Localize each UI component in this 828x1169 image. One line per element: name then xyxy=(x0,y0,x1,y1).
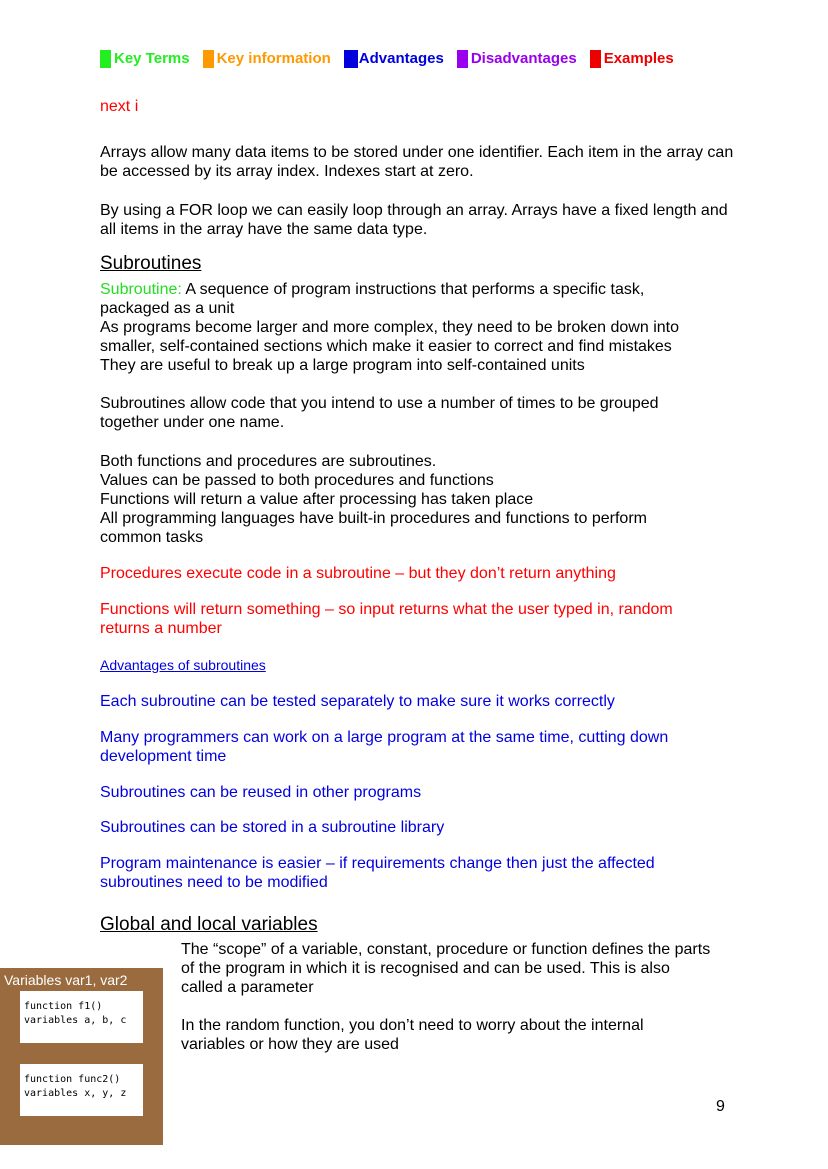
page-number: 9 xyxy=(716,1098,725,1115)
advantage-item: Many programmers can work on a large program at the same time, cutting down development time xyxy=(100,729,669,765)
advantages-of-subroutines-link[interactable]: Advantages of subroutines xyxy=(100,657,266,673)
subroutines-paragraph-3d: All programming languages have built-in procedures and functions to perform common tasks xyxy=(100,510,647,546)
global-variables-label: Variables var1, var2 xyxy=(4,972,128,988)
red-swatch-icon xyxy=(590,50,601,68)
subroutines-paragraph-3a: Both functions and procedures are subroutines. xyxy=(100,453,437,470)
global-local-heading: Global and local variables xyxy=(100,914,318,935)
advantage-item: Subroutines can be stored in a subroutine library xyxy=(100,819,445,836)
legend-disadvantages: Disadvantages xyxy=(457,49,577,68)
subroutines-paragraph-1a: As programs become larger and more complex, they need to be broken down into smaller, self-contained sections which make it easier to correct and find mistakes xyxy=(100,319,679,355)
purple-swatch-icon xyxy=(457,50,468,68)
arrays-paragraph-2: By using a FOR loop we can easily loop through an array. Arrays have a fixed length and all items in the array have the same data type. xyxy=(100,202,728,238)
key-term: Subroutine: xyxy=(100,281,182,298)
next-i-code: next i xyxy=(100,98,139,115)
subroutines-heading: Subroutines xyxy=(100,253,202,274)
variable-scope-diagram xyxy=(0,968,163,1145)
blue-swatch-icon xyxy=(344,50,358,68)
arrays-paragraph-1: Arrays allow many data items to be stored under one identifier. Each item in the array can be accessed by its array index. Indexes start at zero. xyxy=(100,144,734,180)
example-functions: Functions will return something – so input returns what the user typed in, random returns a number xyxy=(100,601,673,637)
advantage-item: Subroutines can be reused in other programs xyxy=(100,784,422,801)
legend-examples: Examples xyxy=(590,49,674,68)
subroutines-paragraph-1b: They are useful to break up a large program into self-contained units xyxy=(100,357,585,374)
function-func2-box: function func2() variables x, y, z xyxy=(20,1064,143,1116)
random-function-paragraph: In the random function, you don’t need to worry about the internal variables or how they are used xyxy=(181,1017,644,1053)
function-f1-box: function f1() variables a, b, c xyxy=(20,991,143,1043)
legend-key-information: Key information xyxy=(203,49,331,68)
scope-paragraph: The “scope” of a variable, constant, procedure or function defines the parts of the program in which it is recognised and can be used. This is also called a parameter xyxy=(181,941,711,996)
green-swatch-icon xyxy=(100,50,111,68)
subroutines-paragraph-3b: Values can be passed to both procedures and functions xyxy=(100,472,494,489)
advantage-item: Program maintenance is easier – if requirements change then just the affected subroutines need to be modified xyxy=(100,855,655,891)
example-procedures: Procedures execute code in a subroutine – but they don’t return anything xyxy=(100,565,616,582)
legend-key-terms: Key Terms xyxy=(100,49,190,68)
legend-advantages: Advantages xyxy=(344,49,444,68)
orange-swatch-icon xyxy=(203,50,214,68)
color-legend xyxy=(100,49,687,68)
subroutine-definition: Subroutine: A sequence of program instructions that performs a specific task, packaged as a unit xyxy=(100,281,645,317)
subroutines-paragraph-3c: Functions will return a value after processing has taken place xyxy=(100,491,534,508)
advantage-item: Each subroutine can be tested separately to make sure it works correctly xyxy=(100,693,615,710)
subroutines-paragraph-2: Subroutines allow code that you intend to use a number of times to be grouped together under one name. xyxy=(100,395,659,431)
